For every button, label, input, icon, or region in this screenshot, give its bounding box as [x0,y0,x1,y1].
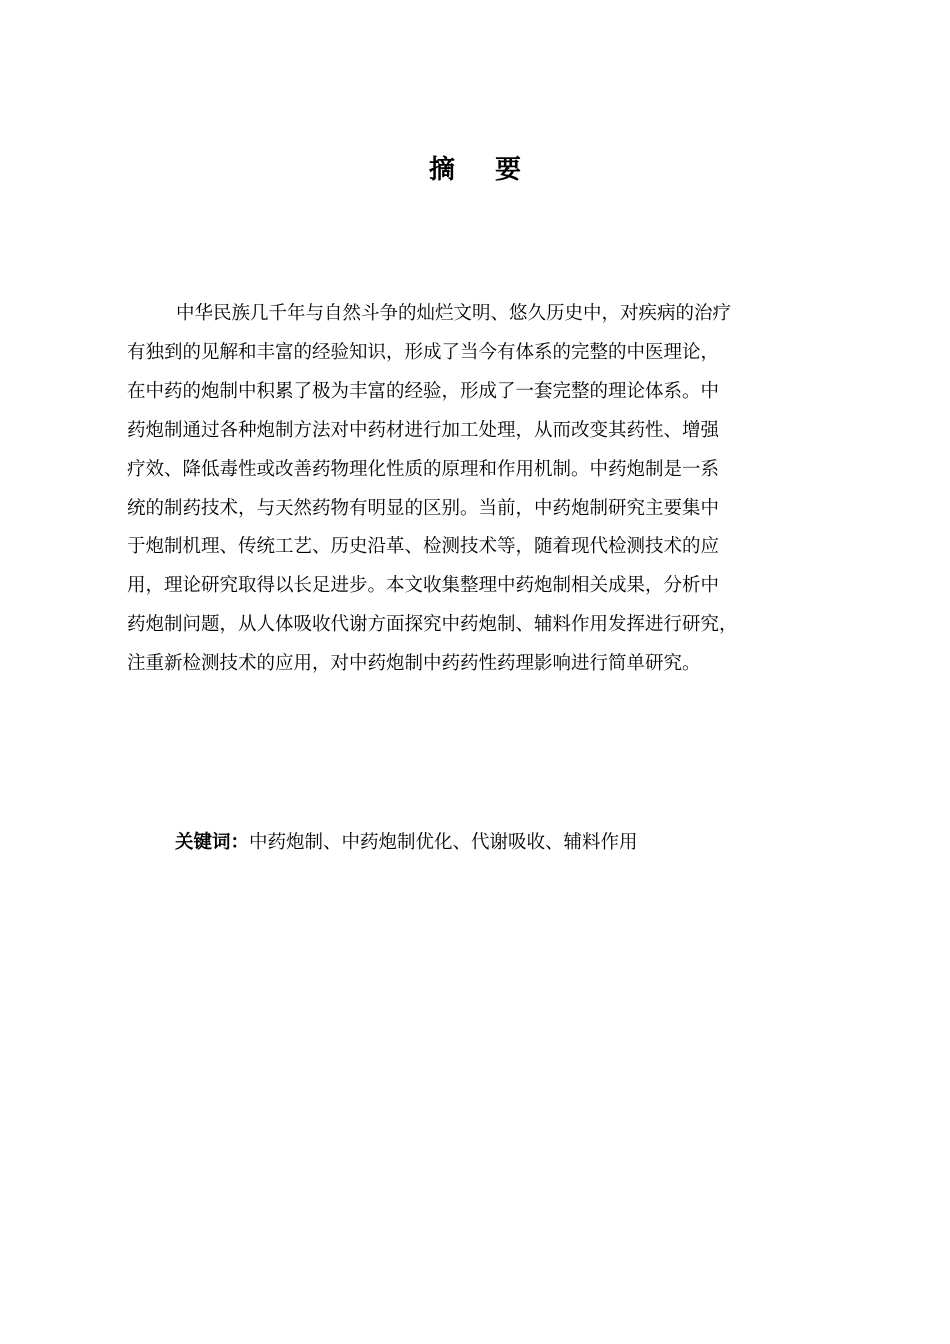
abstract-line-10: 注重新检测技术的应用，对中药炮制中药药性药理影响进行简单研究。 [127,653,701,675]
abstract-line-8: 用，理论研究取得以长足进步。本文收集整理中药炮制相关成果，分析中 [127,575,720,597]
abstract-line-5: 疗效、降低毒性或改善药物理化性质的原理和作用机制。中药炮制是一系 [127,458,720,480]
abstract-title-char-1: 摘 [428,155,455,185]
abstract-line-9: 药炮制问题，从人体吸收代谢方面探究中药炮制、辅料作用发挥进行研究， [127,614,738,636]
abstract-line-7: 于炮制机理、传统工艺、历史沿革、检测技术等，随着现代检测技术的应 [127,536,720,558]
abstract-line-6: 统的制药技术，与天然药物有明显的区别。当前，中药炮制研究主要集中 [127,497,720,519]
abstract-line-4: 药炮制通过各种炮制方法对中药材进行加工处理，从而改变其药性、增强 [127,419,720,441]
abstract-title [0,150,950,190]
keywords-line [175,826,865,860]
abstract-line-1: 中华民族几千年与自然斗争的灿烂文明、悠久历史中，对疾病的治疗 [176,303,732,324]
keywords-label: 关键词： [175,832,250,853]
abstract-line-3: 在中药的炮制中积累了极为丰富的经验，形成了一套完整的理论体系。中 [127,380,720,402]
abstract-title-char-2: 要 [495,155,522,185]
abstract-body [127,295,851,684]
abstract-line-2: 有独到的见解和丰富的经验知识，形成了当今有体系的完整的中医理论， [127,341,720,363]
keywords-text: 中药炮制、中药炮制优化、代谢吸收、辅料作用 [249,832,638,853]
